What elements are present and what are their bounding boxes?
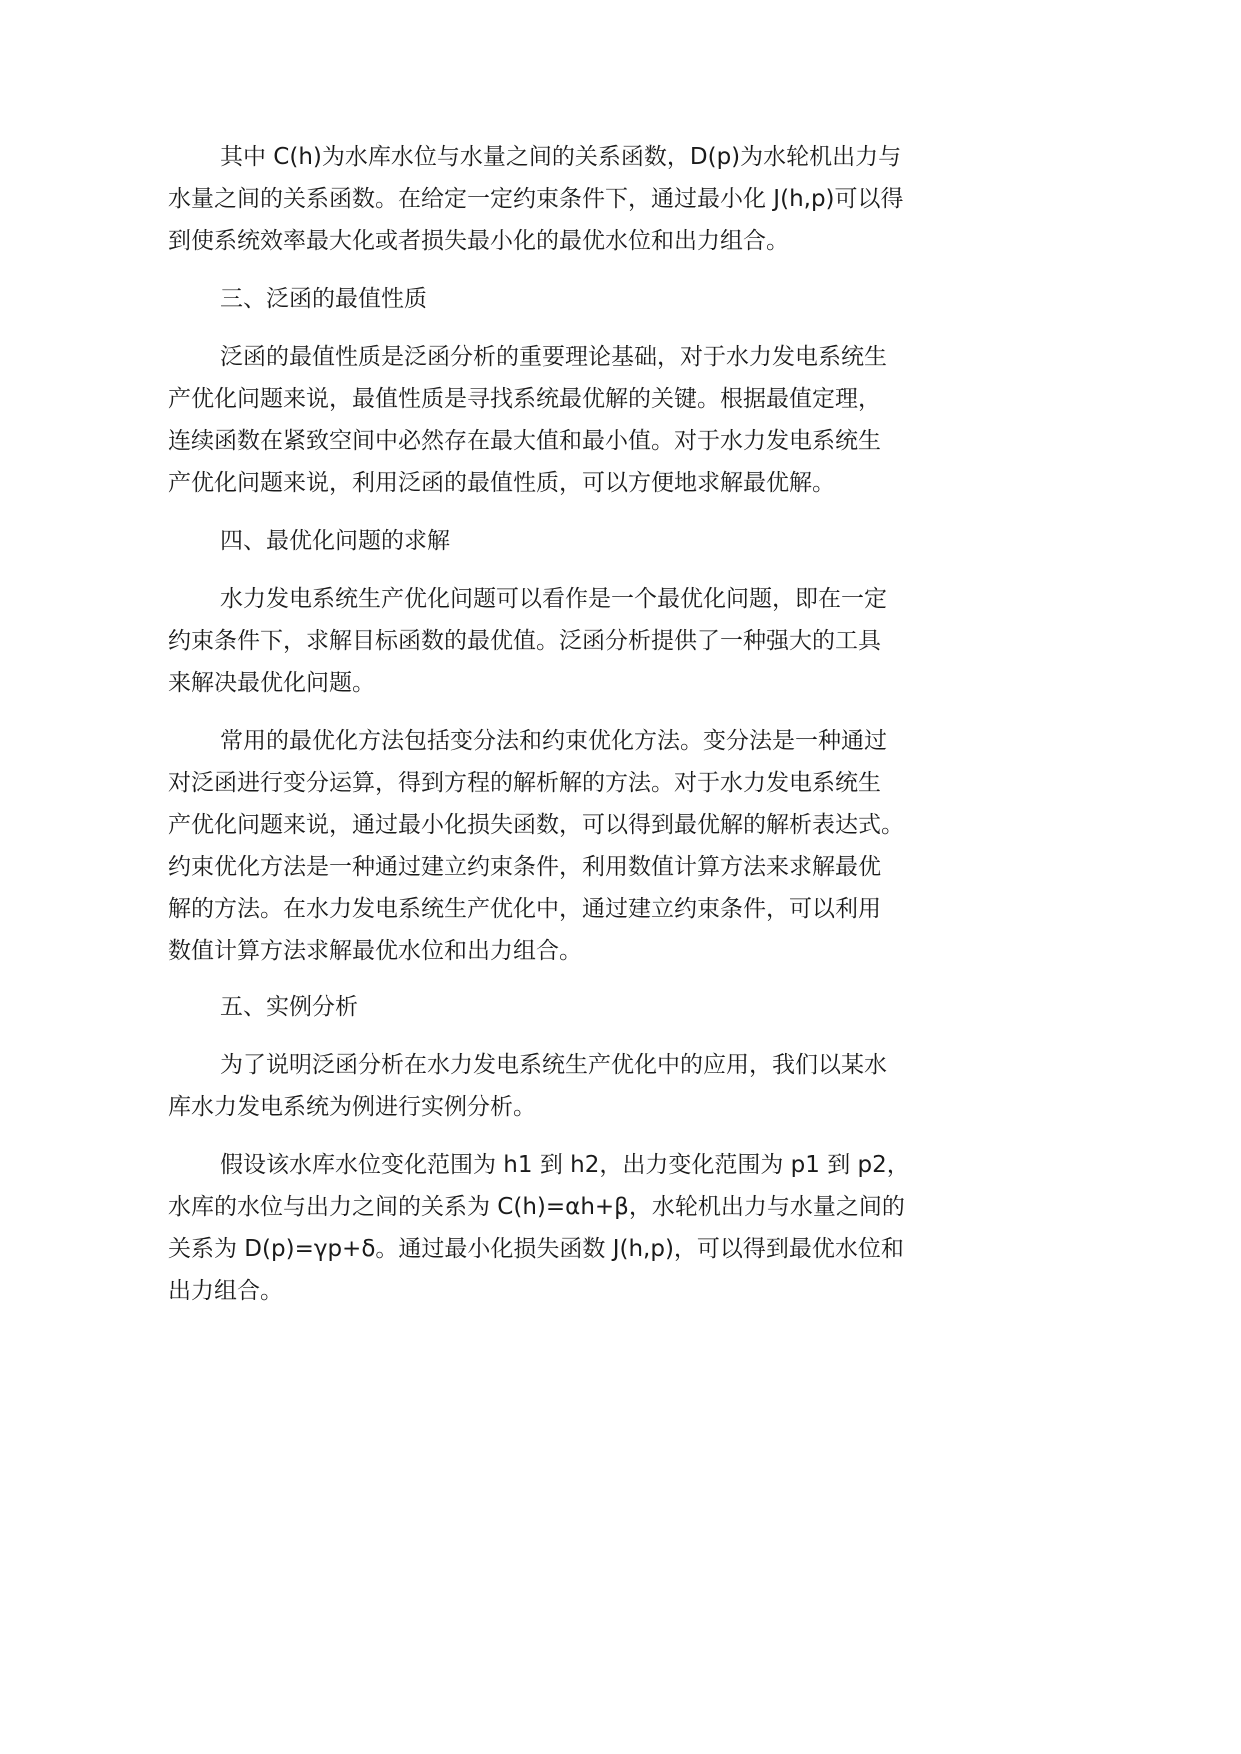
heading-text: 四、最优化问题的求解 (220, 528, 450, 554)
text-line: 其中 C(h)为水库水位与水量之间的关系函数，D(p)为水轮机出力与 (220, 144, 902, 170)
text-line: 出力组合。 (168, 1278, 283, 1304)
text-line: 约束条件下，求解目标函数的最优值。泛函分析提供了一种强大的工具 (168, 628, 881, 654)
text-line: 来解决最优化问题。 (168, 670, 375, 696)
text-line: 库水力发电系统为例进行实例分析。 (168, 1094, 536, 1120)
text-line: 关系为 D(p)=γp+δ。通过最小化损失函数 J(h,p)，可以得到最优水位和 (168, 1236, 904, 1262)
text-line: 产优化问题来说，利用泛函的最值性质，可以方便地求解最优解。 (168, 470, 835, 496)
heading-text: 三、泛函的最值性质 (220, 286, 427, 312)
text-line: 到使系统效率最大化或者损失最小化的最优水位和出力组合。 (168, 228, 789, 254)
text-line: 常用的最优化方法包括变分法和约束优化方法。变分法是一种通过 (220, 728, 887, 754)
text-line: 泛函的最值性质是泛函分析的重要理论基础，对于水力发电系统生 (220, 344, 887, 370)
text-line: 数值计算方法求解最优水位和出力组合。 (168, 938, 582, 964)
text-line: 产优化问题来说，最值性质是寻找系统最优解的关键。根据最值定理， (168, 386, 881, 412)
heading-text: 五、实例分析 (220, 994, 358, 1020)
text-line: 约束优化方法是一种通过建立约束条件，利用数值计算方法来求解最优 (168, 854, 881, 880)
text-line: 解的方法。在水力发电系统生产优化中，通过建立约束条件，可以利用 (168, 896, 881, 922)
text-line: 对泛函进行变分运算，得到方程的解析解的方法。对于水力发电系统生 (168, 770, 881, 796)
text-line: 水库的水位与出力之间的关系为 C(h)=αh+β，水轮机出力与水量之间的 (168, 1194, 905, 1220)
text-line: 水力发电系统生产优化问题可以看作是一个最优化问题，即在一定 (220, 586, 887, 612)
text-line: 连续函数在紧致空间中必然存在最大值和最小值。对于水力发电系统生 (168, 428, 881, 454)
text-line: 水量之间的关系函数。在给定一定约束条件下，通过最小化 J(h,p)可以得 (168, 186, 904, 212)
text-line: 产优化问题来说，通过最小化损失函数，可以得到最优解的解析表达式。 (168, 812, 904, 838)
text-line: 为了说明泛函分析在水力发电系统生产优化中的应用，我们以某水 (220, 1052, 887, 1078)
text-line: 假设该水库水位变化范围为 h1 到 h2，出力变化范围为 p1 到 p2， (220, 1152, 910, 1178)
